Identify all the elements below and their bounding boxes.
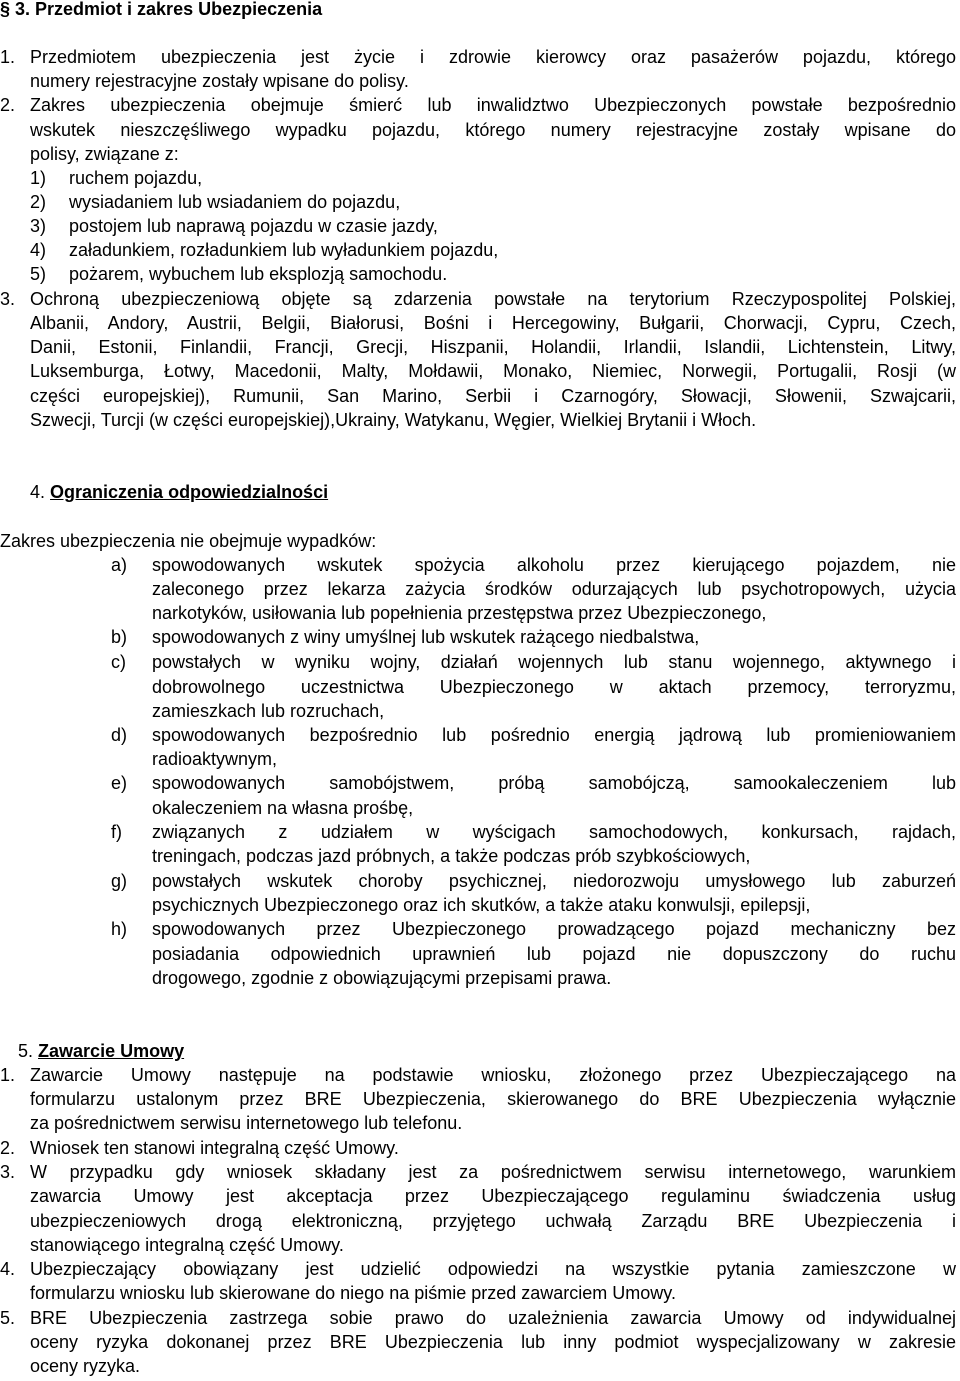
s3-p3-line-2: Albanii, Andory, Austrii, Belgii, Białorusi, Bośni i Hercegowiny, Bułgarii, Chorwacji, Cypru, Czech, — [30, 313, 956, 333]
s4-item-h-mark: h) — [111, 919, 128, 939]
s4-item-a-mark: a) — [111, 555, 128, 575]
s3-p2-item-3-number: 3) — [30, 216, 47, 236]
s4-item-h-line-1: spowodowanych przez Ubezpieczonego prowadzącego pojazd mechaniczny bez — [152, 919, 956, 939]
s3-p2-item-2-text: wysiadaniem lub wsiadaniem do pojazdu, — [69, 192, 401, 212]
s3-p3-line-1: Ochroną ubezpieczeniową objęte są zdarzenia powstałe na terytorium Rzeczypospolitej Polskiej, — [30, 289, 956, 309]
s3-p2-line-3: polisy, związane z: — [30, 144, 179, 164]
s4-item-c-line-1: powstałych w wyniku wojny, działań wojennych lub stanu wojennego, aktywnego i — [152, 652, 956, 672]
s4-item-b-mark: b) — [111, 627, 128, 647]
section4-number: 4. — [30, 482, 46, 502]
s5-item-1-line-3: za pośrednictwem serwisu internetowego lub telefonu. — [30, 1113, 463, 1133]
s5-item-3-line-1: W przypadku gdy wniosek składany jest za pośrednictwem serwisu internetowego, warunkiem — [30, 1162, 956, 1182]
s5-item-4-number: 4. — [0, 1259, 16, 1279]
s3-p2-line-2: wskutek nieszczęśliwego wypadku pojazdu, którego numery rejestracyjne zostały wpisane do — [30, 120, 956, 140]
s3-p3-line-5: części europejskiej), Rumunii, San Marino, Serbii i Czarnogóry, Słowacji, Słowenii, Szwajcarii, — [30, 386, 956, 406]
s5-item-1-line-1: Zawarcie Umowy następuje na podstawie wniosku, złożonego przez Ubezpieczającego na — [30, 1065, 956, 1085]
s4-item-f-line-1: związanych z udziałem w wyścigach samochodowych, konkursach, rajdach, — [152, 822, 956, 842]
s4-item-f-line-2: treningach, podczas jazd próbnych, a także podczas prób szybkościowych, — [152, 846, 751, 866]
s5-item-3-line-3: ubezpieczeniowych drogą elektroniczną, przyjętego uchwałą Zarządu BRE Ubezpieczenia i — [30, 1211, 956, 1231]
s5-item-4-line-1: Ubezpieczający obowiązany jest udzielić odpowiedzi na wszystkie pytania zamieszczone w — [30, 1259, 956, 1279]
section5-title: Zawarcie Umowy — [38, 1041, 185, 1061]
s4-item-e-mark: e) — [111, 773, 128, 793]
s3-p2-item-1-text: ruchem pojazdu, — [69, 168, 203, 188]
s3-p1-line-2: numery rejestracyjne zostały wpisane do polisy. — [30, 71, 409, 91]
s5-item-1-number: 1. — [0, 1065, 16, 1085]
s3-p2-item-5-text: pożarem, wybuchem lub eksplozją samochodu. — [69, 264, 448, 284]
s4-item-d-line-1: spowodowanych bezpośrednio lub pośrednio energią jądrową lub promieniowaniem — [152, 725, 956, 745]
section4-title: Ograniczenia odpowiedzialności — [50, 482, 329, 502]
s3-p2-item-5-number: 5) — [30, 264, 47, 284]
s4-item-a-line-2: zaleconego przez lekarza zażycia środków odurzających lub psychotropowych, użycia — [152, 579, 956, 599]
s4-item-g-line-2: psychicznych Ubezpieczonego oraz ich skutków, a także ataku konwulsji, epilepsji, — [152, 895, 811, 915]
s4-item-c-line-2: dobrowolnego uczestnictwa Ubezpieczonego w aktach przemocy, terroryzmu, — [152, 677, 956, 697]
s5-item-2-line-1: Wniosek ten stanowi integralną część Umowy. — [30, 1138, 399, 1158]
s4-item-b-line-1: spowodowanych z winy umyślnej lub wskutek rażącego niedbalstwa, — [152, 627, 700, 647]
s3-p2-item-3-text: postojem lub naprawą pojazdu w czasie jazdy, — [69, 216, 438, 236]
s3-p2-line-1: Zakres ubezpieczenia obejmuje śmierć lub inwalidztwo Ubezpieczonych powstałe bezpośrednio — [30, 95, 956, 115]
s3-p3-number: 3. — [0, 289, 16, 309]
s4-item-g-mark: g) — [111, 871, 128, 891]
s5-item-5-line-2: oceny ryzyka dokonanej przez BRE Ubezpieczenia lub inny podmiot wyspecjalizowany w zakresie — [30, 1332, 956, 1352]
s4-item-d-line-2: radioaktywnym, — [152, 749, 278, 769]
s4-item-h-line-3: drogowego, zgodnie z obowiązującymi przepisami prawa. — [152, 968, 612, 988]
s3-p2-number: 2. — [0, 95, 16, 115]
s5-item-1-line-2: formularzu ustalonym przez BRE Ubezpieczenia, skierowanego do BRE Ubezpieczenia wyłącznie — [30, 1089, 956, 1109]
s5-item-3-number: 3. — [0, 1162, 16, 1182]
s3-p2-item-4-number: 4) — [30, 240, 47, 260]
s5-item-2-number: 2. — [0, 1138, 16, 1158]
s3-p3-line-3: Danii, Estonii, Finlandii, Francji, Grecji, Hiszpanii, Holandii, Irlandii, Islandii, Lichtenstein, Litwy, — [30, 337, 956, 357]
s4-item-a-line-3: narkotyków, usiłowania lub popełnienia przestępstwa przez Ubezpieczonego, — [152, 603, 767, 623]
s4-item-e-line-1: spowodowanych samobójstwem, próbą samobójczą, samookaleczeniem lub — [152, 773, 956, 793]
s4-item-e-line-2: okaleczeniem na własna prośbę, — [152, 798, 414, 818]
s5-item-5-number: 5. — [0, 1308, 16, 1328]
section5-heading — [18, 1039, 184, 1063]
section4-intro: Zakres ubezpieczenia nie obejmuje wypadków: — [0, 531, 377, 551]
section5-number: 5. — [18, 1041, 34, 1061]
s3-p2-item-4-text: załadunkiem, rozładunkiem lub wyładunkiem pojazdu, — [69, 240, 499, 260]
s5-item-5-line-3: oceny ryzyka. — [30, 1356, 141, 1376]
section4-heading — [30, 480, 328, 504]
s5-item-3-line-4: stanowiącego integralną część Umowy. — [30, 1235, 344, 1255]
s4-item-a-line-1: spowodowanych wskutek spożycia alkoholu przez kierującego pojazdem, nie — [152, 555, 956, 575]
s3-p3-line-6: Szwecji, Turcji (w części europejskiej),Ukrainy, Watykanu, Węgier, Wielkiej Brytanii i Włoch. — [30, 410, 757, 430]
s5-item-4-line-2: formularzu wniosku lub skierowane do niego na piśmie przed zawarciem Umowy. — [30, 1283, 676, 1303]
s5-item-3-line-2: zawarcia Umowy jest akceptacja przez Ubezpieczającego regulaminu świadczenia usług — [30, 1186, 956, 1206]
s3-p1-number: 1. — [0, 47, 16, 67]
s3-p2-item-2-number: 2) — [30, 192, 47, 212]
section3-heading: § 3. Przedmiot i zakres Ubezpieczenia — [0, 0, 323, 19]
s4-item-h-line-2: posiadania odpowiednich uprawnień lub pojazd nie dopuszczony do ruchu — [152, 944, 956, 964]
s4-item-f-mark: f) — [111, 822, 122, 842]
s4-item-d-mark: d) — [111, 725, 128, 745]
s3-p3-line-4: Luksemburga, Łotwy, Macedonii, Malty, Mołdawii, Monako, Niemiec, Norwegii, Portugalii, Rosji (w — [30, 361, 956, 381]
s3-p1-line-1: Przedmiotem ubezpieczenia jest życie i zdrowie kierowcy oraz pasażerów pojazdu, którego — [30, 47, 956, 67]
s4-item-g-line-1: powstałych wskutek choroby psychicznej, niedorozwoju umysłowego lub zaburzeń — [152, 871, 956, 891]
s4-item-c-mark: c) — [111, 652, 126, 672]
s3-p2-item-1-number: 1) — [30, 168, 47, 188]
s4-item-c-line-3: zamieszkach lub rozruchach, — [152, 701, 385, 721]
s5-item-5-line-1: BRE Ubezpieczenia zastrzega sobie prawo do uzależnienia zawarcia Umowy od indywidualnej — [30, 1308, 956, 1328]
